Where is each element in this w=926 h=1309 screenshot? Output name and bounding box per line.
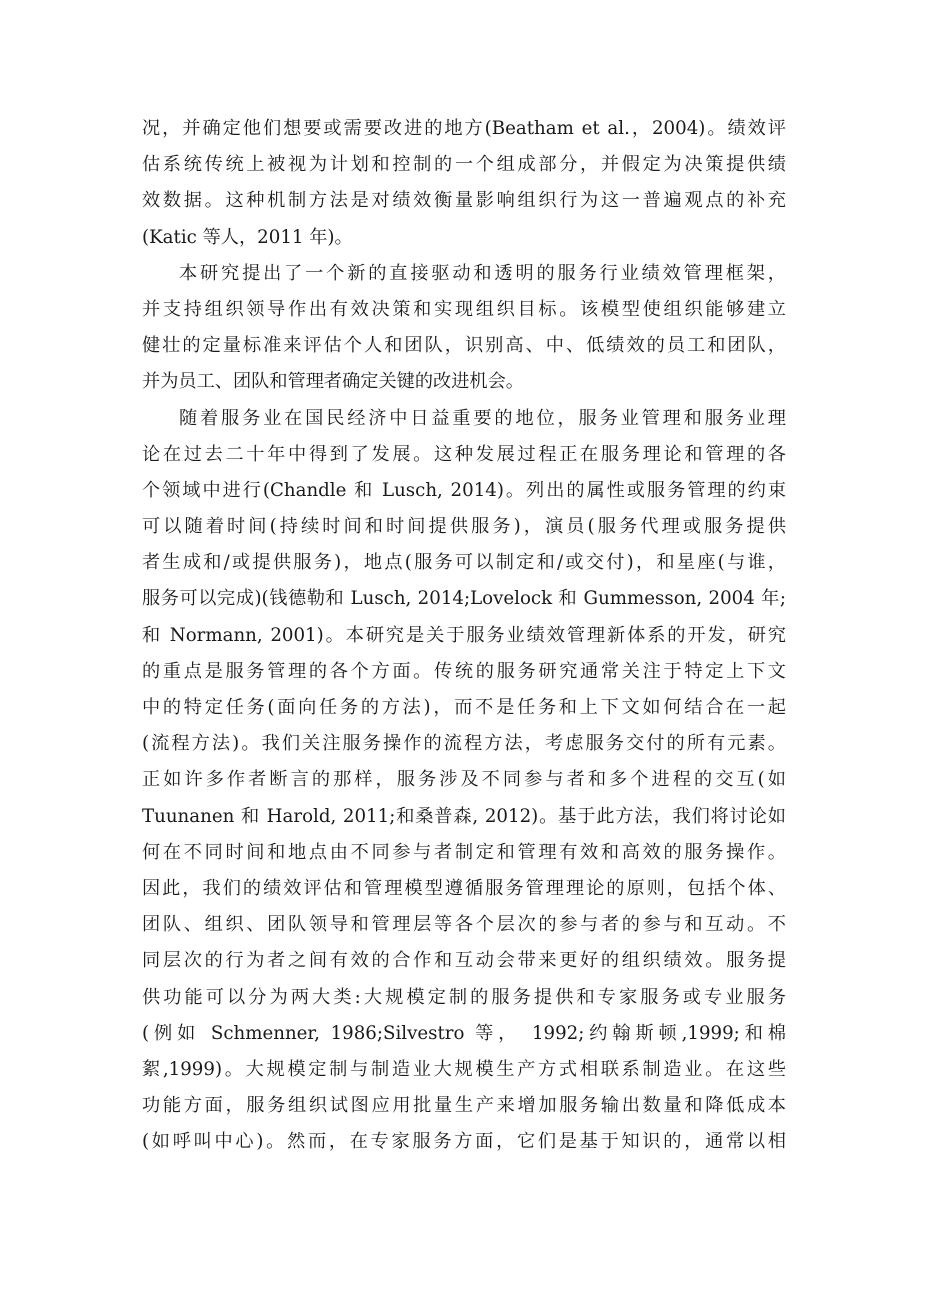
text-line: 本研究提出了一个新的直接驱动和透明的服务行业绩效管理框架， bbox=[179, 262, 786, 284]
text-line: 个领域中进行(Chandle 和 Lusch, 2014)。列出的属性或服务管理的约束 bbox=[142, 479, 786, 501]
text-line: 随着服务业在国民经济中日益重要的地位，服务业管理和服务业理 bbox=[179, 407, 786, 429]
body-text bbox=[142, 111, 786, 1160]
text-line: 正如许多作者断言的那样，服务涉及不同参与者和多个进程的交互(如 bbox=[142, 769, 786, 791]
text-line: 并支持组织领导作出有效决策和实现组织目标。该模型使组织能够建立 bbox=[142, 298, 786, 320]
text-line: 和 Normann, 2001)。本研究是关于服务业绩效管理新体系的开发，研究 bbox=[142, 624, 786, 646]
text-line: 论在过去二十年中得到了发展。这种发展过程正在服务理论和管理的各 bbox=[142, 443, 786, 465]
text-line: 并为员工、团队和管理者确定关键的改进机会。 bbox=[142, 371, 524, 393]
text-line: 同层次的行为者之间有效的合作和互动会带来更好的组织绩效。服务提 bbox=[142, 950, 786, 972]
text-line: 效数据。这种机制方法是对绩效衡量影响组织行为这一普遍观点的补充 bbox=[142, 190, 786, 212]
text-line: 供功能可以分为两大类:大规模定制的服务提供和专家服务或专业服务 bbox=[142, 986, 786, 1008]
text-line: 中的特定任务(面向任务的方法)，而不是任务和上下文如何结合在一起 bbox=[142, 697, 786, 718]
text-line: (Katic 等人，2011 年)。 bbox=[142, 226, 353, 248]
text-line: 絮,1999)。大规模定制与制造业大规模生产方式相联系制造业。在这些 bbox=[142, 1058, 786, 1080]
text-line: 何在不同时间和地点由不同参与者制定和管理有效和高效的服务操作。 bbox=[142, 841, 786, 863]
text-line: 因此，我们的绩效评估和管理模型遵循服务管理理论的原则，包括个体、 bbox=[142, 877, 786, 899]
text-line: (如呼叫中心)。然而，在专家服务方面，它们是基于知识的，通常以相 bbox=[142, 1131, 786, 1153]
paragraph bbox=[142, 256, 786, 401]
text-line: (流程方法)。我们关注服务操作的流程方法，考虑服务交付的所有元素。 bbox=[142, 733, 786, 755]
text-line: 健壮的定量标准来评估个人和团队，识别高、中、低绩效的员工和团队， bbox=[142, 335, 786, 357]
paragraph bbox=[142, 111, 786, 256]
text-line: 的重点是服务管理的各个方面。传统的服务研究通常关注于特定上下文 bbox=[142, 660, 786, 682]
text-line: (例如 Schmenner, 1986;Silvestro 等， 1992;约翰斯顿,1999;和棉 bbox=[142, 1022, 786, 1044]
text-line: 服务可以完成)(钱德勒和 Lusch, 2014;Lovelock 和 Gummesson, 2004 年; bbox=[142, 588, 786, 610]
paragraph bbox=[142, 401, 786, 1161]
text-line: Tuunanen 和 Harold, 2011;和桑普森, 2012)。基于此方法，我们将讨论如 bbox=[142, 805, 786, 827]
text-line: 功能方面，服务组织试图应用批量生产来增加服务输出数量和降低成本 bbox=[142, 1095, 786, 1117]
text-line: 团队、组织、团队领导和管理层等各个层次的参与者的参与和互动。不 bbox=[142, 914, 786, 936]
text-line: 估系统传统上被视为计划和控制的一个组成部分，并假定为决策提供绩 bbox=[142, 154, 786, 176]
text-line: 可以随着时间(持续时间和时间提供服务)，演员(服务代理或服务提供 bbox=[142, 516, 786, 538]
text-line: 况，并确定他们想要或需要改进的地方(Beatham et al.，2004)。绩效评 bbox=[142, 118, 786, 139]
text-line: 者生成和/或提供服务)，地点(服务可以制定和/或交付)，和星座(与谁， bbox=[142, 552, 786, 574]
